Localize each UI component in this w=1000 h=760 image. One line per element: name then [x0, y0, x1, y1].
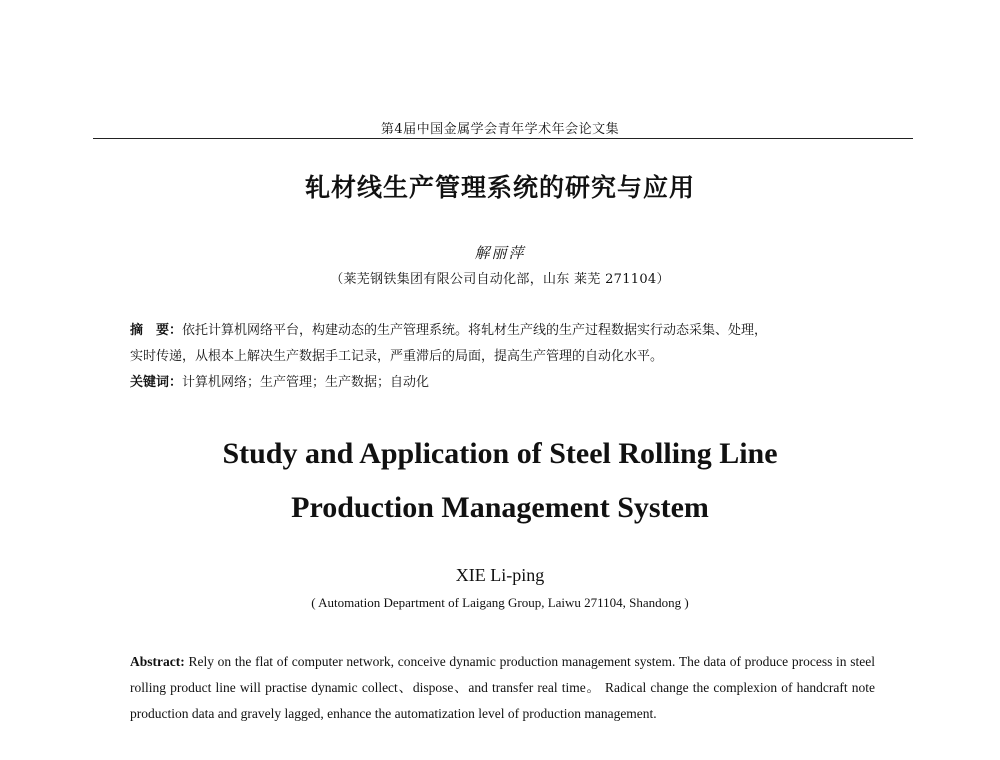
running-header: 第4届中国金属学会青年学术年会论文集 — [380, 122, 620, 137]
chinese-author: 解丽萍 — [474, 244, 526, 262]
english-author: XIE Li-ping — [455, 565, 545, 585]
english-abstract-text: Rely on the flat of computer network, conceive dynamic production management system. The data of produce process in steel rolling product line will practise dynamic collect、dispose、and transfer real time。 Radical change the complexion of handcraft note production data and gravely lagged, enhance the automatization level of production management. — [130, 654, 876, 721]
english-abstract-label: Abstract: — [130, 654, 185, 669]
chinese-abstract-line-1 — [130, 318, 880, 344]
chinese-abstract — [130, 318, 880, 396]
english-affiliation: ( Automation Department of Laigang Group, Laiwu 271104, Shandong ) — [311, 595, 689, 610]
english-abstract — [130, 649, 875, 727]
chinese-abstract-text-1: 依托计算机网络平台，构建动态的生产管理系统。将轧材生产线的生产过程数据实行动态采集、处理， — [182, 323, 768, 338]
english-title-line-2: Production Management System — [291, 491, 709, 524]
chinese-keywords-label: 关键词： — [130, 375, 183, 390]
chinese-title: 轧材线生产管理系统的研究与应用 — [304, 173, 695, 202]
chinese-affiliation: （莱芜钢铁集团有限公司自动化部，山东 莱芜 271104） — [330, 272, 670, 287]
chinese-abstract-label: 摘 要： — [130, 323, 183, 338]
chinese-keywords-text: 计算机网络；生产管理；生产数据；自动化 — [182, 375, 430, 390]
chinese-keywords — [130, 370, 880, 396]
header-rule — [93, 138, 913, 139]
english-title-line-1: Study and Application of Steel Rolling Line — [222, 437, 778, 470]
chinese-abstract-line-2: 实时传递，从根本上解决生产数据手工记录，严重滞后的局面，提高生产管理的自动化水平。 — [130, 349, 664, 364]
